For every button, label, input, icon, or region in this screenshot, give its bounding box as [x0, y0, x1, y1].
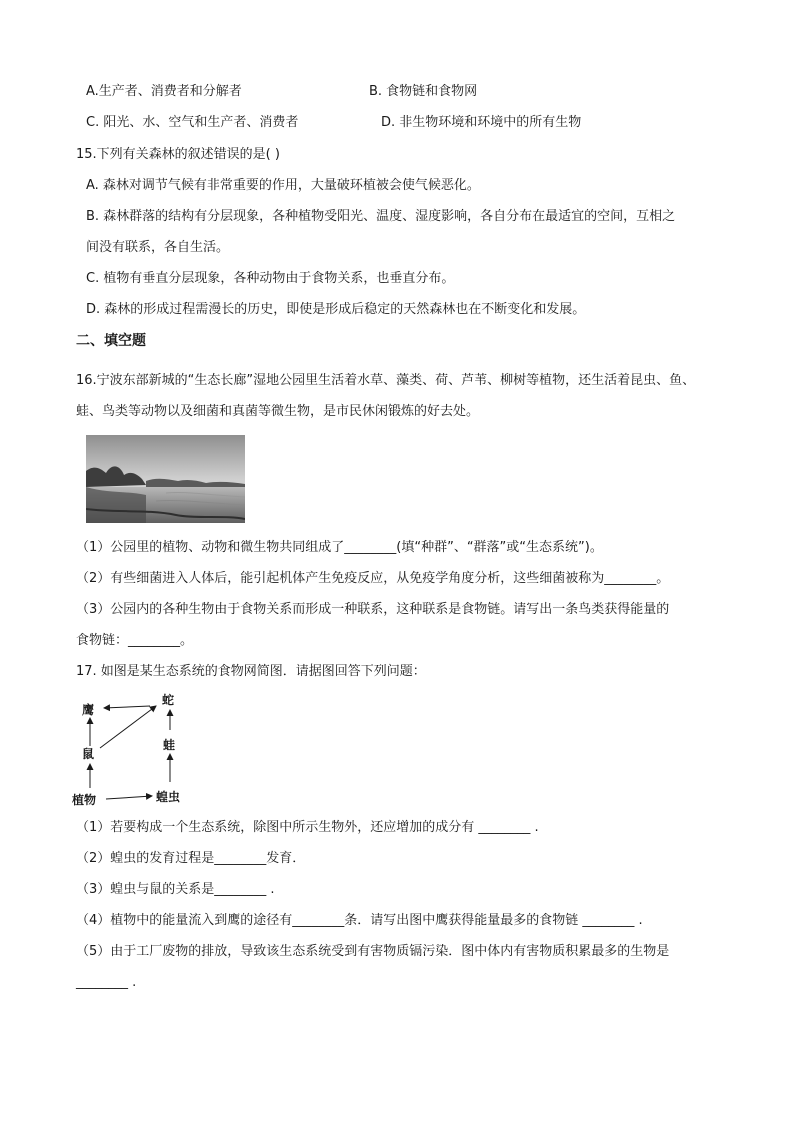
q17-stem: 17. 如图是某生态系统的食物网简图．请据图回答下列问题：: [76, 664, 426, 679]
q17-part5-line1: （5）由于工厂废物的排放，导致该生态系统受到有害物质镉污染．图中体内有害物质积累最多的生物是: [76, 944, 670, 959]
food-web-diagram: [68, 688, 198, 808]
q15-option-b-line1: B. 森林群落的结构有分层现象，各种植物受阳光、温度、湿度影响，各自分布在最适宜的空间，互相之: [86, 209, 676, 224]
q17-part2: （2）蝗虫的发育过程是________发育．: [76, 851, 306, 866]
q15-option-b-line2: 间没有联系，各自生活。: [86, 240, 230, 255]
q16-part3-line1: （3）公园内的各种生物由于食物关系而形成一种联系，这种联系是食物链。请写出一条鸟类获得能量的: [76, 602, 670, 617]
node-eagle: 鹰: [82, 703, 95, 717]
arrow-snake-to-eagle: [104, 706, 150, 708]
q14-option-a: A.生产者、消费者和分解者: [86, 84, 242, 99]
q16-part2: （2）有些细菌进入人体后，能引起机体产生免疫反应，从免疫学角度分析，这些细菌被称为________。: [76, 571, 670, 586]
q15-option-a: A. 森林对调节气候有非常重要的作用，大量破环植被会使气候恶化。: [86, 178, 480, 193]
q17-part4: （4）植物中的能量流入到鹰的途径有________条．请写出图中鹰获得能量最多的食物链 ________ .: [76, 913, 643, 928]
section-heading: 二、填空题: [76, 333, 146, 349]
q16-stem-line2: 蛙、鸟类等动物以及细菌和真菌等微生物，是市民休闲锻炼的好去处。: [76, 404, 480, 419]
node-frog: 蛙: [163, 738, 176, 752]
node-snake: 蛇: [162, 693, 175, 707]
q16-stem-line1: 16.宁波东部新城的“生态长廊”湿地公园里生活着水草、藻类、荷、芦苇、柳树等植物，还生活着昆虫、鱼、: [76, 373, 696, 388]
q14-option-b: B. 食物链和食物网: [369, 84, 478, 99]
q16-part1: （1）公园里的植物、动物和微生物共同组成了________(填“种群”、“群落”或“生态系统”)。: [76, 540, 603, 555]
q17-part5-line2: ________ .: [76, 975, 137, 990]
q15-option-d: D. 森林的形成过程需漫长的历史，即使是形成后稳定的天然森林也在不断变化和发展。: [86, 302, 586, 317]
node-mouse: 鼠: [82, 747, 95, 761]
q17-part1: （1）若要构成一个生态系统，除图中所示生物外，还应增加的成分有 ________ .: [76, 820, 539, 835]
q17-part3: （3）蝗虫与鼠的关系是________ .: [76, 882, 275, 897]
arrow-mouse-to-snake: [100, 706, 156, 748]
wetland-park-photo: [86, 435, 245, 523]
q15-stem: 15.下列有关森林的叙述错误的是( ): [76, 147, 280, 162]
arrow-plant-to-locust: [106, 796, 152, 799]
q14-option-c: C. 阳光、水、空气和生产者、消费者: [86, 115, 299, 130]
q15-option-c: C. 植物有垂直分层现象，各种动物由于食物关系，也垂直分布。: [86, 271, 455, 286]
node-locust: 蝗虫: [156, 790, 181, 804]
q14-option-d: D. 非生物环境和环境中的所有生物: [381, 115, 582, 130]
q16-part3-line2: 食物链：________。: [76, 633, 194, 648]
node-plant: 植物: [72, 793, 97, 807]
